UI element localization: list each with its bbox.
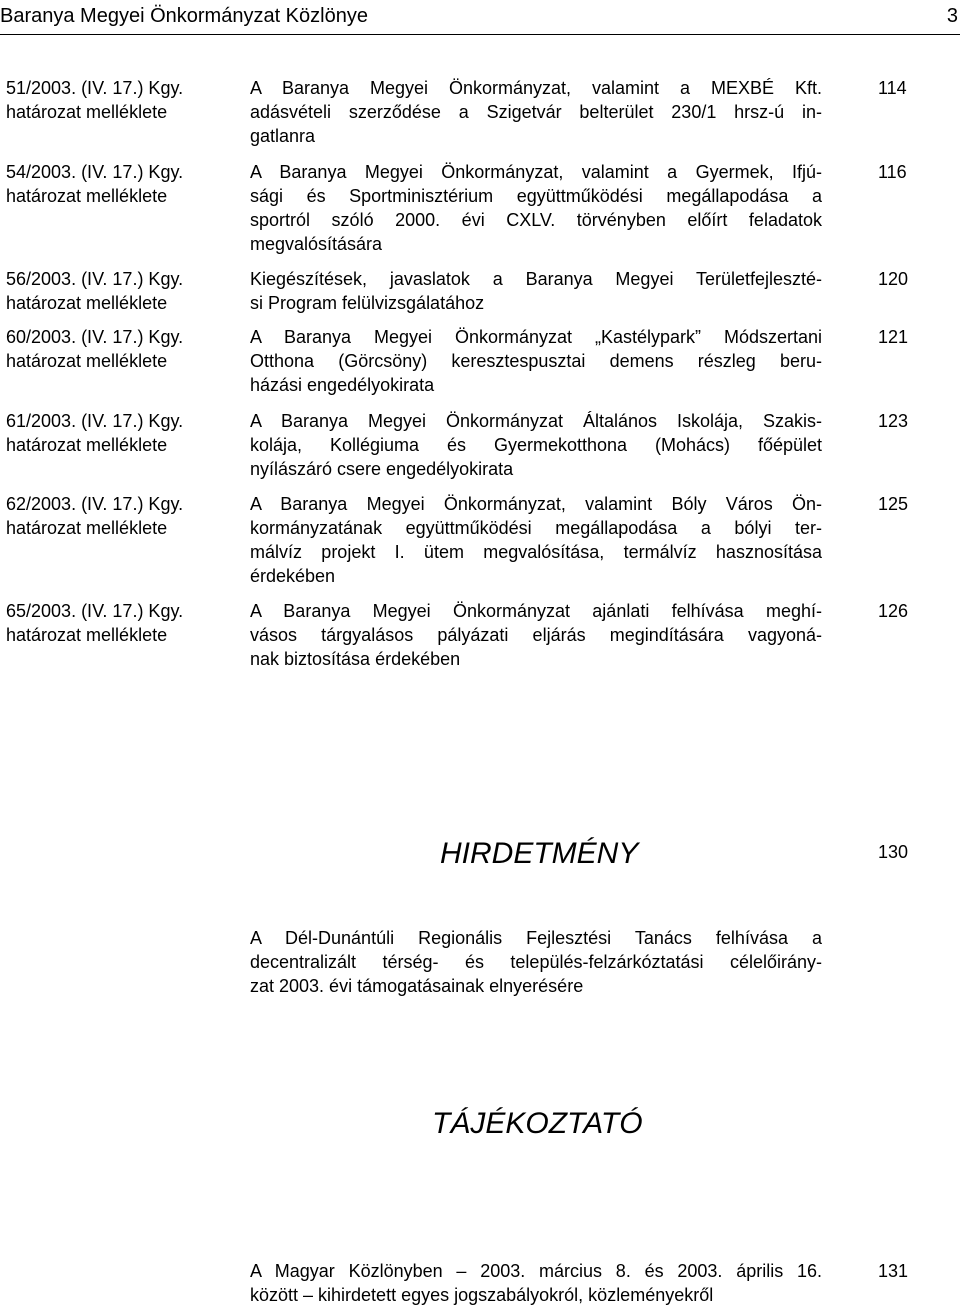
entry-title: A Baranya Megyei Önkormányzat „Kastélypark” Módszertani Otthona (Görcsöny) keresztespusztai demens részleg beru- házási engedélyokirata: [250, 327, 822, 395]
entry-page-number: 114: [878, 78, 907, 98]
entry-title: A Baranya Megyei Önkormányzat, valamint Bóly Város Ön- kormányzatának együttműködési megállapodása a bólyi ter- málvíz projekt I. ütem megvalósítása, termálvíz hasznosítása érdekében: [250, 494, 822, 586]
entry-reference: [6, 492, 226, 540]
entry-reference: [6, 325, 226, 373]
section-heading: HIRDETMÉNY: [440, 837, 639, 870]
section-heading: TÁJÉKOZTATÓ: [432, 1107, 643, 1140]
entry-page-number: 125: [878, 494, 909, 514]
entry-reference: [6, 599, 226, 647]
ref-annex: határozat melléklete: [6, 435, 168, 455]
ref-annex: határozat melléklete: [6, 518, 168, 538]
entry-title: Kiegészítések, javaslatok a Baranya Megyei Területfejleszté- si Program felülvizsgálatához: [250, 269, 822, 313]
section-description[interactable]: A Magyar Közlönyben – 2003. március 8. és 2003. április 16. között – kihirdetett egyes jogszabályokról, közleményekről: [250, 1261, 822, 1305]
ref-annex: határozat melléklete: [6, 293, 168, 313]
entry-page-number: 120: [878, 269, 909, 289]
entry-title: A Baranya Megyei Önkormányzat, valamint a Gyermek, Ifjú- sági és Sportminisztérium együttműködési megállapodása a sportról szóló 2000. évi CXLV. törvényben előírt feladatok megvalósítására: [250, 162, 822, 254]
entry-title: A Baranya Megyei Önkormányzat ajánlati felhívása meghí- vásos tárgyalásos pályázati eljárás megindítására vagyoná- nak biztosítása érdekében: [250, 601, 822, 669]
entry-page-number: 116: [878, 162, 907, 182]
ref-annex: határozat melléklete: [6, 625, 168, 645]
page-header: [0, 0, 960, 35]
entry-title: A Baranya Megyei Önkormányzat, valamint a MEXBÉ Kft. adásvételi szerződése a Szigetvár belterület 230/1 hrsz-ú in- gatlanra: [250, 78, 822, 146]
ref-annex: határozat melléklete: [6, 186, 168, 206]
entry-reference: [6, 76, 226, 124]
ref-number: 62/2003. (IV. 17.) Kgy.: [6, 494, 184, 514]
entry-page-number: 126: [878, 601, 909, 621]
entry-page-number: 123: [878, 411, 909, 431]
section-page-number: 131: [878, 1261, 909, 1281]
entry-reference: [6, 409, 226, 457]
entry-reference: [6, 267, 226, 315]
ref-number: 61/2003. (IV. 17.) Kgy.: [6, 411, 184, 431]
ref-number: 54/2003. (IV. 17.) Kgy.: [6, 162, 184, 182]
section-description[interactable]: A Dél-Dunántúli Regionális Fejlesztési Tanács felhívása a decentralizált térség- és település-felzárkóztatási célelőirány- zat 2003. évi támogatásainak elnyerésére: [250, 928, 822, 996]
ref-number: 65/2003. (IV. 17.) Kgy.: [6, 601, 184, 621]
entry-title: A Baranya Megyei Önkormányzat Általános Iskolája, Szakis- kolája, Kollégiuma és Gyermekotthona (Mohács) főépület nyílászáró csere engedélyokirata: [250, 411, 822, 479]
ref-number: 60/2003. (IV. 17.) Kgy.: [6, 327, 184, 347]
section-page-number: 130: [878, 842, 909, 862]
header-page-number: 3: [946, 5, 958, 27]
entry-reference: [6, 160, 226, 208]
ref-number: 51/2003. (IV. 17.) Kgy.: [6, 78, 184, 98]
ref-number: 56/2003. (IV. 17.) Kgy.: [6, 269, 184, 289]
ref-annex: határozat melléklete: [6, 351, 168, 371]
entry-page-number: 121: [878, 327, 909, 347]
publication-title: Baranya Megyei Önkormányzat Közlönye: [0, 5, 368, 27]
ref-annex: határozat melléklete: [6, 102, 168, 122]
